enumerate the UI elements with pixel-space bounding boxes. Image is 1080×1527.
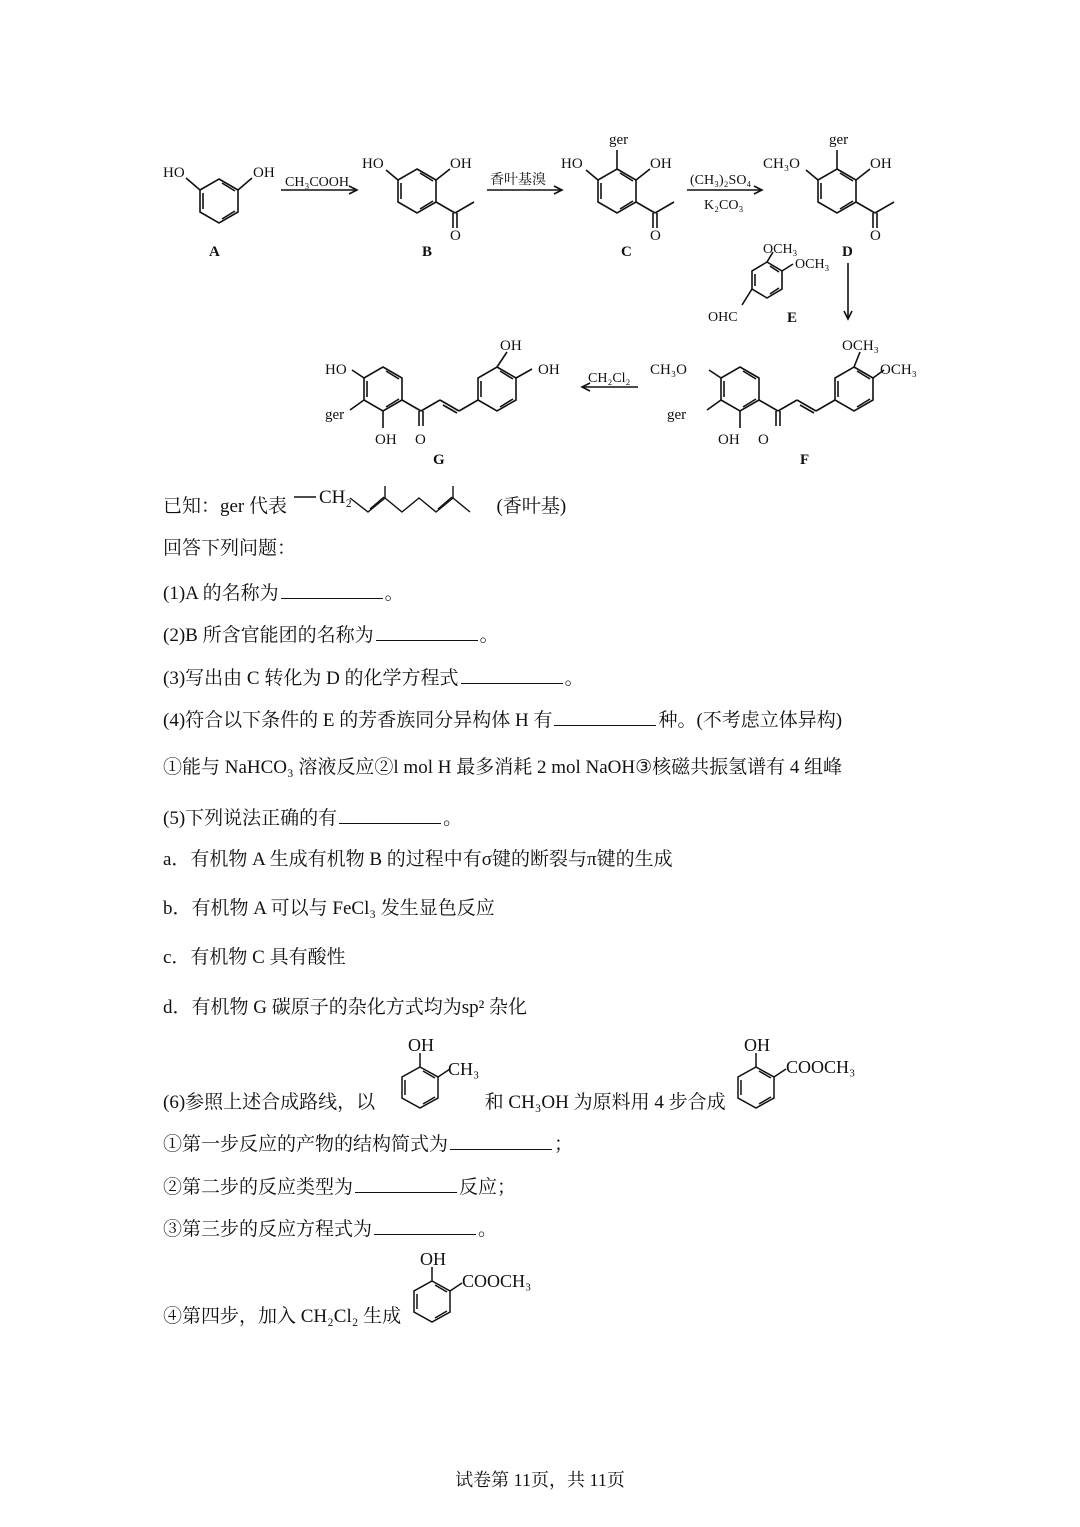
- d-oh-label: OH: [870, 156, 892, 172]
- question-2: [163, 622, 499, 648]
- option-a: a．有机物 A 生成有机物 B 的过程中有σ键的断裂与π键的生成: [163, 849, 673, 870]
- q6-1-end: ；: [554, 1134, 574, 1155]
- q2-answer-blank[interactable]: [376, 622, 478, 641]
- q4-end: 种。(不考虑立体异构): [658, 710, 843, 731]
- a-ho-label: HO: [163, 165, 185, 181]
- b-o-label: O: [450, 228, 461, 244]
- e-och3-label-1: OCH₃: [763, 242, 798, 257]
- f-och3-right-label: OCH₃: [880, 362, 917, 378]
- question-1: [163, 580, 404, 606]
- label-a: A: [209, 244, 220, 260]
- f-ger-label: ger: [667, 407, 687, 423]
- q4-answer-blank[interactable]: [554, 707, 656, 726]
- known-suffix: (香叶基): [496, 496, 567, 517]
- f-ch3o-label: CH₃O: [650, 362, 687, 378]
- arrow3-reagent-top: (CH₃)₂SO₄: [690, 173, 752, 188]
- option-d: d．有机物 G 碳原子的杂化方式均为sp² 杂化: [163, 997, 528, 1018]
- c-ger-label: ger: [609, 132, 629, 148]
- label-e: E: [787, 310, 798, 326]
- q4-conditions: ①能与 NaHCO₃ 溶液反应②l mol H 最多消耗 2 mol NaOH③核磁共振氢谱有 4 组峰: [163, 757, 843, 778]
- g-oh-right-label: OH: [538, 362, 560, 378]
- methyl-salicylate-structure: [730, 1035, 870, 1115]
- d-o-label: O: [870, 228, 881, 244]
- f-o-label: O: [758, 432, 769, 448]
- arrow4-reagent: CH₂Cl₂: [588, 371, 631, 386]
- question-3: [163, 665, 584, 691]
- option-c: c．有机物 C 具有酸性: [163, 947, 346, 968]
- page-footer: 试卷第 11页，共 11页: [455, 1470, 625, 1490]
- q6-reactant-ch3-label: CH₃: [447, 1059, 480, 1079]
- q5-answer-blank[interactable]: [339, 805, 441, 824]
- f-och3-top-label: OCH₃: [842, 338, 879, 354]
- q1-text: (1)A 的名称为: [163, 583, 279, 604]
- q6-2-answer-blank[interactable]: [355, 1174, 457, 1193]
- known-prefix: 已知：ger 代表: [163, 496, 288, 517]
- g-ger-label: ger: [325, 407, 345, 423]
- q6-product-cooch3-label: COOCH₃: [786, 1057, 856, 1077]
- label-d: D: [842, 244, 853, 260]
- label-f: F: [800, 452, 810, 468]
- q6-3-text: ③第三步的反应方程式为: [163, 1219, 373, 1240]
- q6-2-end: 反应；: [459, 1177, 517, 1198]
- question-6-2: [163, 1174, 516, 1200]
- q6-text: (6)参照上述合成路线，以: [163, 1092, 376, 1113]
- option-b: b．有机物 A 可以与 FeCl₃ 发生显色反应: [163, 898, 495, 919]
- q4-text: (4)符合以下条件的 E 的芳香族同分异构体 H 有: [163, 710, 553, 731]
- q5-text: (5)下列说法正确的有: [163, 808, 338, 829]
- g-ho-label: HO: [325, 362, 347, 378]
- ger-ch2-label: CH₂: [318, 487, 352, 508]
- q6-product-oh-label: OH: [744, 1035, 771, 1055]
- arrow1-reagent: CH₃COOH: [285, 175, 349, 190]
- q6-4-product-structure: [406, 1249, 546, 1329]
- arrow3-reagent-bottom: K₂CO₃: [704, 198, 744, 213]
- f-oh-label: OH: [718, 432, 740, 448]
- label-c: C: [621, 244, 632, 260]
- geranyl-structure: [292, 486, 492, 524]
- q6-1-answer-blank[interactable]: [450, 1131, 552, 1150]
- q3-end: 。: [564, 668, 584, 689]
- a-oh-label: OH: [253, 165, 275, 181]
- arrow2-reagent: 香叶基溴: [490, 173, 546, 188]
- q6-3-answer-blank[interactable]: [374, 1216, 476, 1235]
- label-g: G: [433, 452, 445, 468]
- g-oh-top-label: OH: [500, 338, 522, 354]
- q6-reactant-oh-label: OH: [407, 1035, 434, 1055]
- q6-4-oh-label: OH: [419, 1249, 446, 1269]
- d-ger-label: ger: [829, 132, 849, 148]
- c-o-label: O: [650, 228, 661, 244]
- q6-1-text: ①第一步反应的产物的结构简式为: [163, 1134, 449, 1155]
- question-6-1: [163, 1131, 573, 1157]
- label-b: B: [422, 244, 433, 260]
- b-oh-label: OH: [450, 156, 472, 172]
- q6-4-text: ④第四步，加入 CH₂Cl₂ 生成: [163, 1306, 402, 1327]
- question-4: [163, 707, 842, 733]
- q1-answer-blank[interactable]: [281, 580, 383, 599]
- c-oh-label: OH: [650, 156, 672, 172]
- o-cresol-structure: [380, 1035, 480, 1115]
- q2-text: (2)B 所含官能团的名称为: [163, 625, 374, 646]
- intro-text: 回答下列问题：: [163, 538, 297, 559]
- g-o-label: O: [415, 432, 426, 448]
- q6-4-cooch3-label: COOCH₃: [461, 1271, 532, 1291]
- d-ch3o-label: CH₃O: [763, 156, 800, 172]
- g-oh-bottom-label: OH: [375, 432, 397, 448]
- b-ho-label: HO: [362, 156, 384, 172]
- q3-text: (3)写出由 C 转化为 D 的化学方程式: [163, 668, 459, 689]
- q6-2-text: ②第二步的反应类型为: [163, 1177, 354, 1198]
- q6-3-end: 。: [478, 1219, 498, 1240]
- question-6-3: [163, 1216, 497, 1242]
- c-ho-label: HO: [561, 156, 583, 172]
- e-ohc-label: OHC: [708, 310, 738, 325]
- known-ger-line: [163, 486, 566, 524]
- q2-end: 。: [479, 625, 499, 646]
- reaction-scheme: [0, 0, 1080, 480]
- q1-end: 。: [384, 583, 404, 604]
- q5-end: 。: [443, 808, 463, 829]
- question-5: [163, 805, 462, 831]
- question-6-4: [163, 1249, 546, 1331]
- question-6: [163, 1035, 870, 1117]
- q3-answer-blank[interactable]: [461, 665, 563, 684]
- e-och3-label-2: OCH₃: [795, 257, 830, 272]
- q6-mid-text: 和 CH₃OH 为原料用 4 步合成: [484, 1092, 726, 1113]
